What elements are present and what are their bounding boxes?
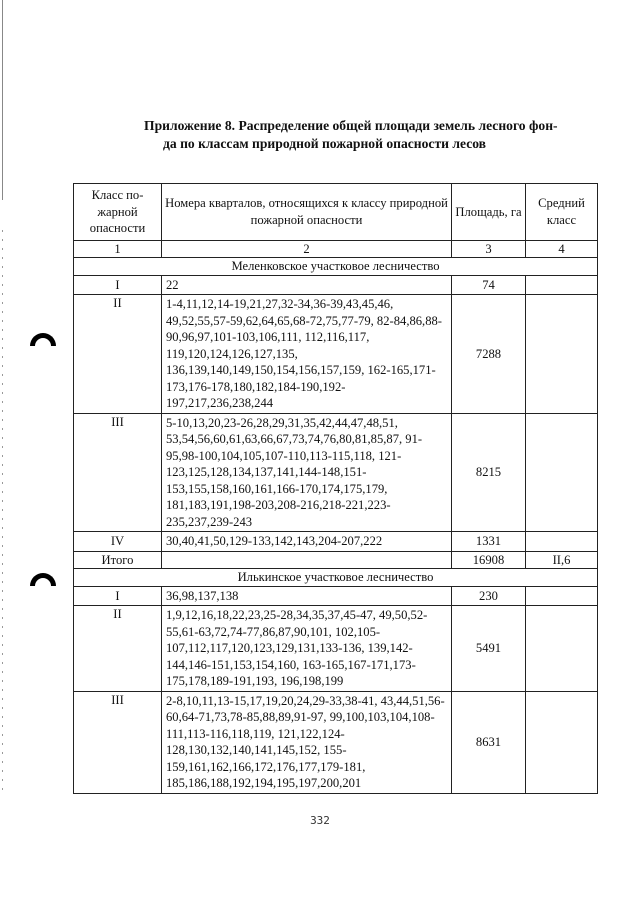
table-row: [74, 413, 598, 532]
total-avg: II,6: [526, 551, 598, 569]
section-title: Илькинское участковое лесничество: [74, 569, 598, 587]
total-row: [74, 551, 598, 569]
avg-cell: [526, 413, 598, 532]
class-cell: I: [74, 275, 162, 295]
title-line-2: да по классам природной пожарной опасности лесов: [163, 136, 487, 151]
avg-cell: [526, 606, 598, 692]
section-row: [74, 569, 598, 587]
table-row: [74, 275, 598, 295]
column-number: 4: [526, 240, 598, 258]
quarters-cell: 5-10,13,20,23-26,28,29,31,35,42,44,47,48,51, 53,54,56,60,61,63,66,67,73,74,76,80,81,85,87, 91-95,98-100,104,105,107-110,113-115,118, 121-123,125,128,134,137,141,144-148,151-153,155,158,160,161,166-170,174,175,179, 181,183,191,198-203,208-216,218-221,223-235,237,239-243: [162, 413, 452, 532]
avg-cell: [526, 586, 598, 606]
scan-edge-line: [2, 0, 3, 200]
header-area: Площадь, га: [452, 184, 526, 241]
table-row: [74, 691, 598, 793]
header-quarters: Номера кварталов, относящихся к классу природной пожарной опасности: [162, 184, 452, 241]
total-label: Итого: [74, 551, 162, 569]
quarters-cell: 36,98,137,138: [162, 586, 452, 606]
quarters-cell: 22: [162, 275, 452, 295]
page-title: [144, 117, 600, 153]
column-number: 3: [452, 240, 526, 258]
area-cell: 7288: [452, 295, 526, 414]
header-avg: Средний класс: [526, 184, 598, 241]
total-quarters-cell: [162, 551, 452, 569]
area-cell: 8631: [452, 691, 526, 793]
binding-mark-icon: [30, 573, 56, 586]
table-row: [74, 532, 598, 552]
table-row: [74, 606, 598, 692]
scan-edge-dots: [2, 230, 3, 790]
class-cell: III: [74, 413, 162, 532]
avg-cell: [526, 295, 598, 414]
column-number: 2: [162, 240, 452, 258]
table-row: [74, 295, 598, 414]
page-number: 332: [310, 814, 330, 827]
area-cell: 8215: [452, 413, 526, 532]
numbering-row: [74, 240, 598, 258]
quarters-cell: 30,40,41,50,129-133,142,143,204-207,222: [162, 532, 452, 552]
class-cell: II: [74, 295, 162, 414]
class-cell: I: [74, 586, 162, 606]
class-cell: III: [74, 691, 162, 793]
quarters-cell: 1-4,11,12,14-19,21,27,32-34,36-39,43,45,46, 49,52,55,57-59,62,64,65,68-72,75,77-79, 82-84,86,88-90,96,97,101-103,106,111, 112,116,117, 119,120,124,126,127,135, 136,139,140,149,150,154,156,157,159, 162-165,171-173,176-178,180,182,184-190,192-197,217,236,238,244: [162, 295, 452, 414]
section-title: Меленковское участковое лесничество: [74, 258, 598, 276]
quarters-cell: 2-8,10,11,13-15,17,19,20,24,29-33,38-41, 43,44,51,56-60,64-71,73,78-85,88,89,91-97, 99,100,103,104,108-111,113-116,118,119, 121,122,124-128,130,132,140,141,145,152, 155-159,161,162,166,172,176,177,179-181, 185,186,188,192,194,195,197,200,201: [162, 691, 452, 793]
area-cell: 230: [452, 586, 526, 606]
fire-danger-table: [73, 183, 598, 794]
avg-cell: [526, 532, 598, 552]
class-cell: II: [74, 606, 162, 692]
class-cell: IV: [74, 532, 162, 552]
quarters-cell: 1,9,12,16,18,22,23,25-28,34,35,37,45-47, 49,50,52-55,61-63,72,74-77,86,87,90,101, 102,105-107,112,117,120,123,129,131,133-136, 139,142-144,146-151,153,154,160, 163-165,167-171,173-175,178,189-191,193, 196,198,199: [162, 606, 452, 692]
header-class: Класс по-жарной опасности: [74, 184, 162, 241]
avg-cell: [526, 691, 598, 793]
table-row: [74, 586, 598, 606]
title-line-1: Приложение 8. Распределение общей площади земель лесного фон-: [144, 118, 558, 133]
avg-cell: [526, 275, 598, 295]
area-cell: 5491: [452, 606, 526, 692]
section-row: [74, 258, 598, 276]
total-area: 16908: [452, 551, 526, 569]
area-cell: 74: [452, 275, 526, 295]
binding-mark-icon: [30, 333, 56, 346]
table-header-row: [74, 184, 598, 241]
area-cell: 1331: [452, 532, 526, 552]
column-number: 1: [74, 240, 162, 258]
